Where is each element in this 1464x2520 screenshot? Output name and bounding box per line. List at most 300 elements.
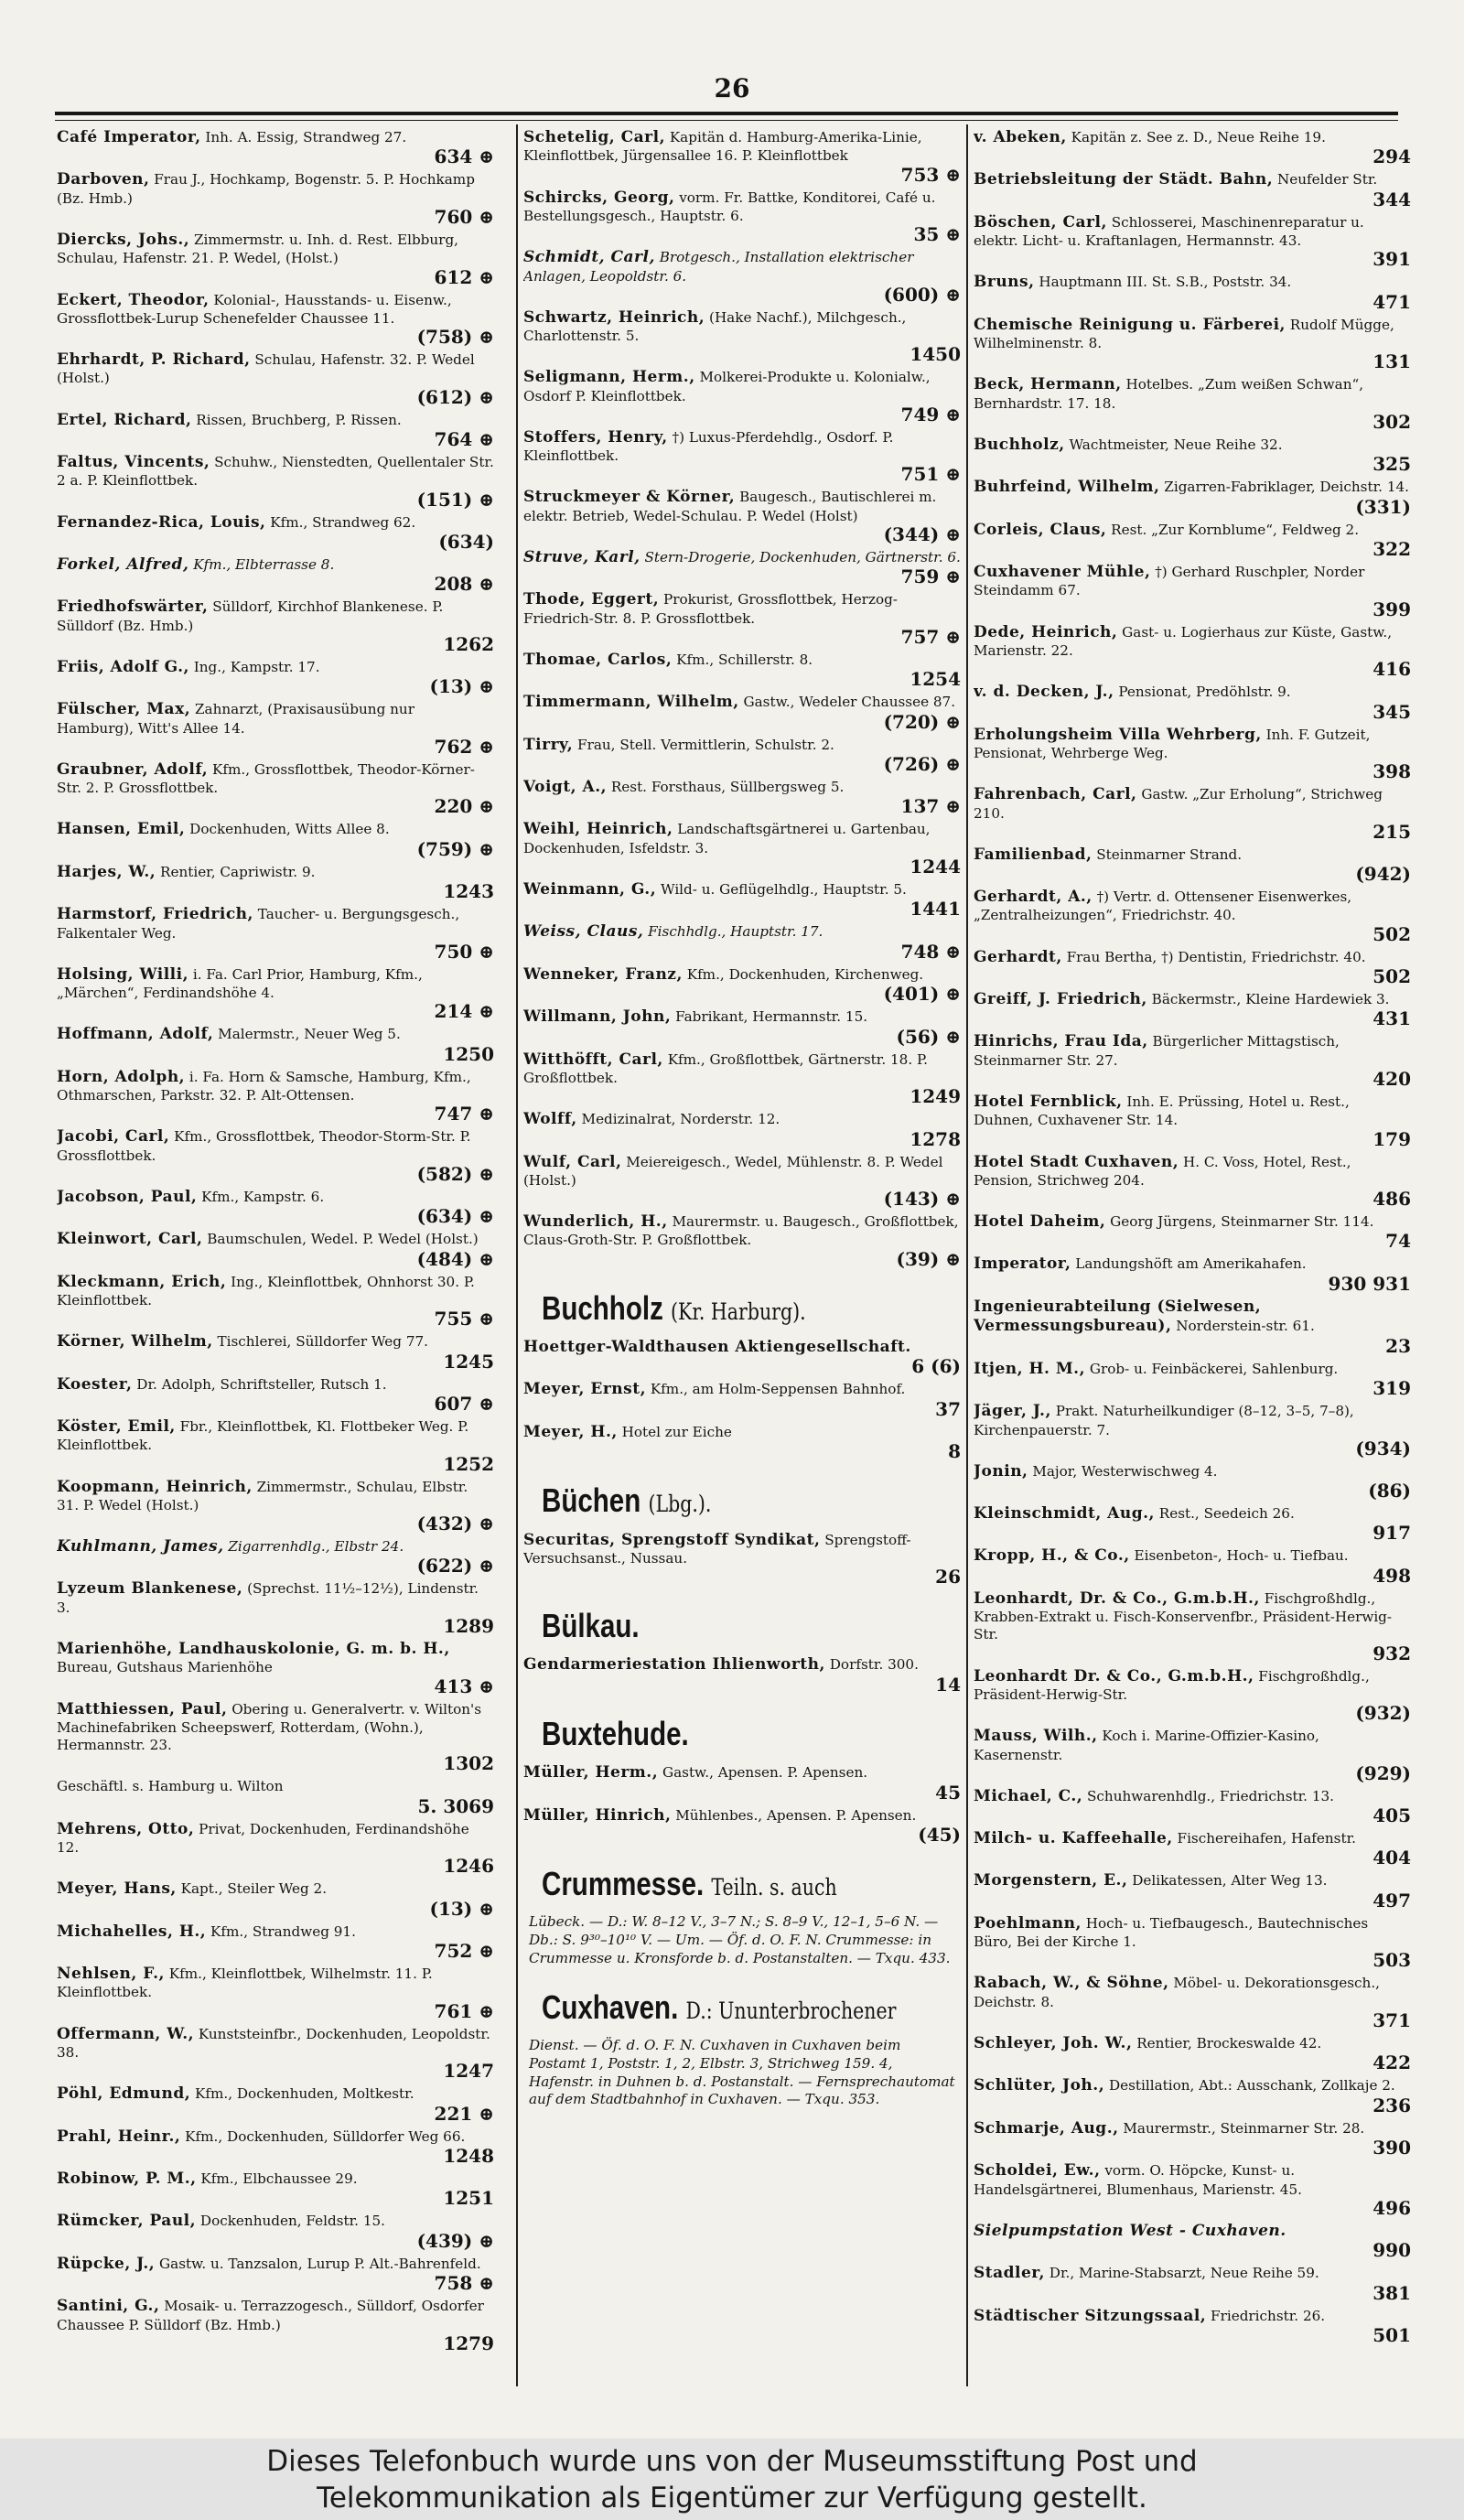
phone-number: 420 [1372, 1067, 1411, 1090]
entry-details: Maurermstr. u. Baugesch., Großflottbek, Claus-Groth-Str. P. Großflottbek. [523, 1213, 959, 1249]
directory-entry [57, 2297, 494, 2353]
phone-number: 760 ⊕ [434, 205, 494, 228]
entry-details: Kfm., Grossflottbek, Theodor-Storm-Str. P. Grossflottbek. [57, 1128, 471, 1164]
entry-name: Michahelles, H., [57, 1922, 207, 1941]
entry-details: Gastw., Apensen. P. Apensen. [662, 1764, 868, 1782]
entry-name: Schlüter, Joh., [974, 2076, 1105, 2095]
phone-number: 6 (6) [911, 1355, 961, 1378]
entry-details: Delikatessen, Alter Weg 13. [1132, 1872, 1328, 1890]
entry-details: Kfm., Kleinflottbek, Wilhelmstr. 11. P. Kleinflottbek. [57, 1965, 433, 2001]
entry-details: Destillation, Abt.: Ausschank, Zollkaje 2. [1108, 2077, 1395, 2095]
phone-number: 750 ⊕ [434, 940, 494, 963]
entry-details: Kunststeinfbr., Dockenhuden, Leopoldstr. 38. [57, 2025, 490, 2061]
entry-name: Meyer, Ernst, [523, 1380, 646, 1399]
directory-entry [974, 2307, 1411, 2345]
entry-name: Forkel, Alfred, [57, 555, 189, 574]
directory-entry [57, 965, 494, 1022]
directory-entry [974, 1298, 1411, 1356]
directory-entry [974, 1787, 1411, 1825]
place-heading [542, 1713, 886, 1754]
directory-entry [57, 128, 494, 167]
phone-number: 1250 [443, 1042, 494, 1065]
entry-details: Hauptmann III. St. S.B., Poststr. 34. [1039, 274, 1292, 291]
entry-details: Norderstein-str. 61. [1176, 1318, 1315, 1335]
phone-number: 399 [1372, 598, 1411, 620]
phone-number: 131 [1372, 350, 1411, 373]
phone-number: 325 [1372, 453, 1411, 476]
entry-details: Rest. „Zur Kornblume“, Feldweg 2. [1111, 521, 1360, 538]
entry-name: Buchholz, [974, 435, 1065, 454]
entry-details: (Sprechst. 11½–12½), Lindenstr. 3. [57, 1580, 479, 1616]
place-subtitle: (Kr. Harburg). [671, 1298, 806, 1325]
phone-number: (39) ⊕ [896, 1247, 961, 1270]
entry-details: Zigarren-Fabriklager, Deichstr. 14. [1164, 479, 1409, 496]
phone-number: (942) [1355, 863, 1411, 886]
phone-number: 503 [1372, 1949, 1411, 1972]
column-right [974, 128, 1411, 2388]
entry-details: Sprengstoff-Versuchsanst., Nussau. [523, 1531, 911, 1567]
phone-number: 8 [948, 1440, 961, 1463]
entry-name: Holsing, Willi, [57, 964, 189, 984]
directory-entry [974, 1032, 1411, 1089]
directory-entry [523, 128, 961, 185]
phone-number: 1278 [910, 1127, 961, 1150]
entry-name: Friis, Adolf G., [57, 657, 189, 676]
phone-number: 612 ⊕ [434, 265, 494, 288]
phone-number: 749 ⊕ [900, 403, 961, 425]
phone-number: 917 [1372, 1522, 1411, 1545]
entry-details: Rentier, Brockeswalde 42. [1136, 2034, 1322, 2052]
phone-number: 759 ⊕ [900, 565, 961, 588]
phone-number: 398 [1372, 760, 1411, 783]
directory-entry [57, 1375, 494, 1414]
phone-number: (758) ⊕ [416, 326, 494, 349]
phone-number: 14 [935, 1673, 961, 1696]
directory-entry [57, 760, 494, 817]
directory-entry [523, 922, 961, 961]
entry-name: Struve, Karl, [523, 547, 640, 566]
entry-details: Obering u. Generalvertr. v. Wilton's Machinefabriken Scheepswerf, Rotterdam, (Wohn.), Hermannstr. 23. [57, 1700, 482, 1754]
entry-name: Rabach, W., & Söhne, [974, 1974, 1169, 1993]
entry-name: Koester, [57, 1374, 133, 1394]
entry-details: Hotelbes. „Zum weißen Schwan“, Bernhardstr. 17. 18. [974, 376, 1364, 412]
entry-details: Pensionat, Predöhlstr. 9. [1118, 684, 1291, 701]
entry-name: Lyzeum Blankenese, [57, 1579, 243, 1599]
entry-details: Kfm., am Holm-Seppensen Bahnhof. [650, 1381, 906, 1398]
phone-number: 345 [1372, 700, 1411, 723]
entry-details: Kfm., Dockenhuden, Moltkestr. [195, 2085, 414, 2103]
place-heading [542, 1287, 886, 1329]
phone-number: 26 [935, 1566, 961, 1588]
phone-number: (401) ⊕ [883, 983, 961, 1006]
phone-number: 1245 [443, 1350, 494, 1373]
entry-name: Harmstorf, Friedrich, [57, 905, 253, 924]
entry-name: Buhrfeind, Wilhelm, [974, 478, 1160, 497]
entry-name: Harjes, W., [57, 862, 156, 881]
phone-number: 45 [935, 1781, 961, 1804]
entry-details: Geschäftl. s. Hamburg u. Wilton [57, 1778, 284, 1795]
entry-details: Frau, Stell. Vermittlerin, Schulstr. 2. [577, 736, 834, 753]
phone-number: 221 ⊕ [434, 2102, 494, 2125]
phone-number: 215 [1372, 820, 1411, 843]
directory-entry [57, 1478, 494, 1535]
phone-number: (612) ⊕ [416, 385, 494, 408]
entry-name: Pöhl, Edmund, [57, 2084, 191, 2104]
entry-name: Struckmeyer & Körner, [523, 488, 736, 507]
entry-details: Kapitän d. Hamburg-Amerika-Linie, Kleinflottbek, Jürgensallee 16. P. Kleinflottbek [523, 129, 922, 165]
phone-number: 501 [1372, 2323, 1411, 2346]
entry-details: vorm. Fr. Battke, Konditorei, Café u. Bestellungsgesch., Hauptstr. 6. [523, 188, 936, 224]
entry-name: Gerhardt, A., [974, 888, 1093, 907]
entry-details: Schulau, Hafenstr. 32. P. Wedel (Holst.) [57, 351, 475, 387]
entry-details: Bureau, Gutshaus Marienhöhe [57, 1659, 273, 1676]
phone-number: (726) ⊕ [883, 753, 961, 775]
phone-number: (600) ⊕ [883, 283, 961, 306]
place-subtitle: (Lbg.). [648, 1491, 712, 1518]
phone-number: 761 ⊕ [434, 1999, 494, 2022]
place-heading [542, 1480, 886, 1521]
directory-entry [523, 1763, 961, 1802]
phone-number: 751 ⊕ [900, 463, 961, 486]
footer-line-2: Telekommunikation als Eigentümer zur Verfügung gestellt. [317, 2482, 1147, 2515]
directory-entry [523, 1110, 961, 1148]
entry-name: Schmarje, Aug., [974, 2118, 1119, 2138]
directory-entry [523, 778, 961, 816]
directory-entry [57, 2025, 494, 2082]
entry-details: Zimmermstr., Schulau, Elbstr. 31. P. Wedel (Holst.) [57, 1478, 468, 1513]
directory-entry [57, 1879, 494, 1918]
entry-details: Rest., Seedeich 26. [1158, 1505, 1295, 1523]
entry-name: v. Abeken, [974, 128, 1067, 146]
entry-name: Mauss, Wilh., [974, 1727, 1098, 1746]
entry-name: Kleinschmidt, Aug., [974, 1504, 1155, 1524]
directory-entry [974, 2119, 1411, 2158]
place-name: Bülkau. [542, 1607, 640, 1645]
phone-number: 302 [1372, 410, 1411, 433]
directory-entry [974, 948, 1411, 986]
entry-name: Prahl, Heinr., [57, 2127, 181, 2146]
directory-entry [523, 368, 961, 425]
entry-details: vorm. O. Höpcke, Kunst- u. Handelsgärtnerei, Blumenhaus, Marienstr. 45. [974, 2162, 1302, 2198]
directory-entry [974, 563, 1411, 619]
phone-number: (344) ⊕ [883, 522, 961, 545]
entry-details: Molkerei-Produkte u. Kolonialw., Osdorf P. Kleinflottbek. [523, 369, 931, 404]
directory-entry [57, 1579, 494, 1636]
entry-name: Corleis, Claus, [974, 520, 1107, 539]
directory-entry [974, 785, 1411, 842]
directory-entry [974, 1212, 1411, 1251]
directory-entry [523, 1212, 961, 1269]
entry-name: Böschen, Carl, [974, 212, 1107, 232]
column-divider [966, 124, 968, 2386]
entry-name: Schmidt, Carl, [523, 248, 655, 267]
phone-number: 422 [1372, 2052, 1411, 2074]
page-number: 26 [714, 73, 750, 103]
place-heading [542, 1863, 886, 1904]
entry-details: Kfm., Dockenhuden, Kirchenweg. [686, 965, 924, 983]
entry-details: Schlosserei, Maschinenreparatur u. elektr. Licht- u. Kraftanlagen, Hermannstr. 43. [974, 213, 1364, 250]
entry-details: Eisenbeton-, Hoch- u. Tiefbau. [1134, 1547, 1349, 1565]
entry-name: Witthöfft, Carl, [523, 1050, 663, 1069]
phone-number: 1252 [443, 1452, 494, 1475]
entry-details: (Hake Nachf.), Milchgesch., Charlottenstr. 5. [523, 308, 907, 345]
place-heading [542, 1987, 897, 2028]
entry-name: Securitas, Sprengstoff Syndikat, [523, 1530, 821, 1549]
directory-entry [57, 2084, 494, 2123]
phone-number: 236 [1372, 2094, 1411, 2116]
phone-number: 35 ⊕ [913, 223, 961, 246]
entry-name: Müller, Herm., [523, 1763, 659, 1782]
entry-details: Taucher- u. Bergungsgesch., Falkentaler Weg. [57, 906, 460, 942]
phone-number: (13) ⊕ [429, 1897, 494, 1920]
phone-number: 413 ⊕ [434, 1675, 494, 1697]
directory-entry [523, 590, 961, 647]
directory-entry [57, 820, 494, 858]
entry-name: Willmann, John, [523, 1007, 672, 1027]
entry-name: Stoffers, Henry, [523, 427, 668, 447]
entry-details: Dr. Adolph, Schriftsteller, Rutsch 1. [136, 1375, 387, 1393]
entry-details: Maurermstr., Steinmarner Str. 28. [1123, 2119, 1365, 2137]
column-middle [523, 128, 961, 2388]
entry-name: Thomae, Carlos, [523, 650, 673, 669]
entry-name: Chemische Reinigung u. Färberei, [974, 315, 1286, 334]
phone-number: 1254 [910, 668, 961, 691]
phone-number: 137 ⊕ [900, 795, 961, 818]
entry-name: Betriebsleitung der Städt. Bahn, [974, 170, 1274, 189]
phone-number: 1243 [443, 880, 494, 903]
phone-number: 762 ⊕ [434, 735, 494, 758]
entry-details: Prakt. Naturheilkundiger (8–12, 3–5, 7–8), Kirchenpauerstr. 7. [974, 1403, 1354, 1438]
entry-details: Grob- u. Feinbäckerei, Sahlenburg. [1089, 1360, 1339, 1377]
entry-details: Gastw., Wedeler Chaussee 87. [743, 694, 956, 711]
place-name: Buxtehude. [542, 1714, 689, 1752]
header-rule [55, 112, 1398, 115]
entry-name: Kuhlmann, James, [57, 1537, 224, 1556]
directory-entry [523, 693, 961, 731]
entry-details: Privat, Dockenhuden, Ferdinandshöhe 12. [57, 1820, 469, 1857]
entry-details: Georg Jürgens, Steinmarner Str. 114. [1110, 1213, 1374, 1231]
entry-name: Schetelig, Carl, [523, 128, 665, 146]
directory-entry [974, 1462, 1411, 1501]
entry-details: Steinmarner Strand. [1096, 845, 1243, 863]
entry-details: Kfm., Strandweg 91. [210, 1922, 356, 1940]
phone-number: 208 ⊕ [434, 573, 494, 596]
entry-details: Fbr., Kleinflottbek, Kl. Flottbeker Weg. P. Kleinflottbek. [57, 1417, 469, 1454]
phone-number: (929) [1355, 1761, 1411, 1784]
footer-line-1: Dieses Telefonbuch wurde uns von der Museumsstiftung Post und [266, 2445, 1198, 2478]
entry-name: Familienbad, [974, 845, 1093, 864]
directory-entry [57, 411, 494, 449]
entry-details: Rest. Forsthaus, Süllbergsweg 5. [610, 779, 845, 795]
phone-number: 990 [1372, 2239, 1411, 2262]
entry-name: Meyer, H., [523, 1422, 618, 1441]
phone-number: 496 [1372, 2196, 1411, 2219]
phone-number: (634) [438, 530, 494, 553]
entry-name: Schircks, Georg, [523, 188, 675, 207]
entry-name: Hotel Stadt Cuxhaven, [974, 1152, 1179, 1171]
entry-details: Landungshöft am Amerikahafen. [1075, 1255, 1307, 1273]
entry-name: Ingenieurabteilung (Sielwesen, Vermessungsbureau), [974, 1297, 1262, 1336]
directory-entry [57, 1127, 494, 1184]
phone-number: 23 [1385, 1334, 1411, 1357]
phone-number: (143) ⊕ [883, 1188, 961, 1211]
phone-number: (45) [918, 1824, 961, 1847]
entry-details: Kapitän z. See z. D., Neue Reihe 19. [1071, 129, 1326, 145]
directory-entry [57, 1273, 494, 1330]
entry-name: Tirry, [523, 735, 574, 754]
phone-number: 471 [1372, 290, 1411, 313]
entry-name: Michael, C., [974, 1786, 1083, 1805]
entry-name: v. d. Decken, J., [974, 683, 1114, 702]
entry-name: Thode, Eggert, [523, 590, 660, 609]
directory-entry [57, 2255, 494, 2293]
entry-name: Jacobi, Carl, [57, 1127, 170, 1147]
phone-number: 322 [1372, 538, 1411, 561]
directory-entry [974, 2034, 1411, 2073]
entry-details: Inh. E. Prüssing, Hotel u. Rest., Duhnen, Cuxhavener Str. 14. [974, 1093, 1350, 1129]
directory-entry [974, 1914, 1411, 1971]
entry-details: Fischgroßhdlg., Präsident-Herwig-Str. [974, 1667, 1370, 1703]
phone-number: 319 [1372, 1377, 1411, 1400]
directory-entry [57, 291, 494, 348]
directory-entry [974, 623, 1411, 680]
entry-details: Koch i. Marine-Offizier-Kasino, Kasernenstr. [974, 1728, 1319, 1763]
entry-details: Dr., Marine-Stabsarzt, Neue Reihe 59. [1049, 2265, 1319, 2282]
entry-name: Cuxhavener Mühle, [974, 563, 1151, 582]
entry-details: Baugesch., Bautischlerei m. elektr. Betrieb, Wedel-Schulau. P. Wedel (Holst) [523, 489, 937, 524]
phone-number: 220 ⊕ [434, 795, 494, 818]
directory-entry [523, 308, 961, 365]
phone-number: 752 ⊕ [434, 1940, 494, 1963]
entry-details: Kolonial-, Hausstands- u. Eisenw., Grossflottbek-Lurup Schenefelder Chaussee 11. [57, 291, 452, 327]
phone-number: 498 [1372, 1564, 1411, 1587]
phone-number: 1246 [443, 1855, 494, 1878]
entry-name: Erholungsheim Villa Wehrberg, [974, 725, 1262, 744]
entry-details: Bäckermstr., Kleine Hardewiek 3. [1151, 991, 1390, 1008]
entry-name: Hoettger-Waldthausen Aktiengesellschaft. [523, 1337, 911, 1356]
directory-entry [523, 651, 961, 689]
entry-name: Santini, G., [57, 2297, 160, 2316]
entry-details: †) Vertr. d. Ottensener Eisenwerkes, „Zentralheizungen“, Friedrichstr. 40. [974, 888, 1352, 924]
phone-number: 502 [1372, 965, 1411, 988]
phone-number: 405 [1372, 1804, 1411, 1827]
entry-name: Seligmann, Herm., [523, 368, 695, 387]
directory-entry [974, 1546, 1411, 1585]
directory-entry [523, 1531, 961, 1588]
entry-details: i. Fa. Carl Prior, Hamburg, Kfm., „Märchen“, Ferdinandshöhe 4. [57, 965, 423, 1002]
directory-entry [57, 170, 494, 227]
phone-number: 497 [1372, 1889, 1411, 1912]
entry-name: Sielpumpstation West - Cuxhaven. [974, 2221, 1286, 2240]
entry-details: Fischereihafen, Hafenstr. [1177, 1830, 1356, 1847]
entry-name: Darboven, [57, 170, 150, 189]
directory-entry [57, 1537, 494, 1576]
phone-number: (634) ⊕ [416, 1205, 494, 1228]
phone-number: 381 [1372, 2281, 1411, 2304]
entry-name: Rümcker, Paul, [57, 2212, 197, 2231]
phone-number: 764 ⊕ [434, 428, 494, 450]
footer-notice [0, 2439, 1464, 2520]
entry-details: Stern-Drogerie, Dockenhuden, Gärtnerstr. 6. [644, 548, 961, 565]
phone-number: 431 [1372, 1007, 1411, 1030]
entry-name: Meyer, Hans, [57, 1879, 177, 1899]
entry-details: Gastw. „Zur Erholung“, Strichweg 210. [974, 786, 1383, 822]
entry-name: Nehlsen, F., [57, 1965, 165, 1984]
entry-details: Dockenhuden, Witts Allee 8. [189, 821, 390, 838]
column-divider [516, 124, 518, 2386]
entry-name: Hoffmann, Adolf, [57, 1025, 214, 1044]
phone-number: 1262 [443, 632, 494, 655]
phone-number: (331) [1355, 495, 1411, 518]
entry-details: †) Gerhard Ruschpler, Norder Steindamm 67. [974, 564, 1365, 599]
phone-number: 74 [1385, 1230, 1411, 1253]
entry-details: Frau J., Hochkamp, Bogenstr. 5. P. Hochkamp (Bz. Hmb.) [57, 171, 475, 207]
directory-entry [57, 1068, 494, 1125]
phone-number: 37 [935, 1397, 961, 1420]
entry-name: Wenneker, Franz, [523, 964, 683, 984]
phone-number: 753 ⊕ [900, 163, 961, 186]
phone-number: 758 ⊕ [434, 2272, 494, 2295]
entry-name: Wolff, [523, 1110, 577, 1129]
phone-number: 390 [1372, 2137, 1411, 2159]
directory-entry [523, 548, 961, 587]
entry-name: Voigt, A., [523, 778, 608, 796]
entry-details: Landschaftsgärtnerei u. Gartenbau, Dockenhuden, Isfeldstr. 3. [523, 821, 931, 856]
entry-details: Neufelder Str. [1276, 171, 1378, 188]
directory-entry [974, 1829, 1411, 1868]
entry-name: Koopmann, Heinrich, [57, 1477, 253, 1496]
place-name: Büchen [542, 1481, 641, 1520]
entry-name: Fahrenbach, Carl, [974, 785, 1137, 804]
service-note: Dienst. — Öf. d. O. F. N. Cuxhaven in Cuxhaven beim Postamt 1, Poststr. 1, 2, Elbstr. 3, Strichweg 159. 4, Hafenstr. in Duhnen b. d. Postanstalt. — Fernsprechautomat auf dem Stadtbahnhof in Cuxhaven. — Txqu. 353. [529, 2037, 955, 2108]
entry-name: Wunderlich, H., [523, 1212, 668, 1232]
entry-name: Horn, Adolph, [57, 1067, 186, 1086]
directory-entry [57, 1640, 494, 1696]
entry-details: Wild- u. Geflügelhdlg., Hauptstr. 5. [660, 880, 907, 898]
directory-entry [523, 1423, 961, 1461]
entry-name: Hotel Fernblick, [974, 1092, 1123, 1111]
phone-number: 294 [1372, 145, 1411, 168]
entry-details: Zimmermstr. u. Inh. d. Rest. Elbburg, Schulau, Hafenstr. 21. P. Wedel, (Holst.) [57, 231, 458, 267]
phone-number: 1279 [443, 2332, 494, 2354]
directory-entry [57, 1965, 494, 2021]
phone-number: 344 [1372, 188, 1411, 210]
directory-entry [974, 2161, 1411, 2218]
directory-entry [974, 273, 1411, 311]
entry-details: Kfm., Elbchaussee 29. [200, 2170, 358, 2187]
entry-name: Körner, Wilhelm, [57, 1332, 213, 1352]
phone-number: (622) ⊕ [416, 1555, 494, 1578]
phone-number: 371 [1372, 2008, 1411, 2031]
entry-name: Poehlmann, [974, 1913, 1082, 1933]
phone-number: 748 ⊕ [900, 940, 961, 963]
directory-entry [57, 905, 494, 962]
directory-entry [974, 170, 1411, 209]
directory-entry [57, 231, 494, 287]
entry-details: Kfm., Dockenhuden, Sülldorfer Weg 66. [185, 2127, 466, 2145]
entry-details: Bürgerlicher Mittagstisch, Steinmarner Str. 27. [974, 1033, 1340, 1069]
entry-details: Hoch- u. Tiefbaugesch., Bautechnisches Büro, Bei der Kirche 1. [974, 1914, 1369, 1951]
phone-number: 1244 [910, 855, 961, 878]
directory-entry [974, 521, 1411, 559]
entry-details: †) Luxus-Pferdehdlg., Osdorf. P. Kleinflottbek. [523, 428, 894, 465]
phone-number: 1249 [910, 1085, 961, 1108]
entry-name: Beck, Hermann, [974, 375, 1122, 394]
phone-number: 634 ⊕ [434, 145, 494, 168]
directory-entry [974, 726, 1411, 782]
entry-name: Timmermann, Wilhelm, [523, 693, 739, 712]
entry-name: Wulf, Carl, [523, 1152, 622, 1171]
